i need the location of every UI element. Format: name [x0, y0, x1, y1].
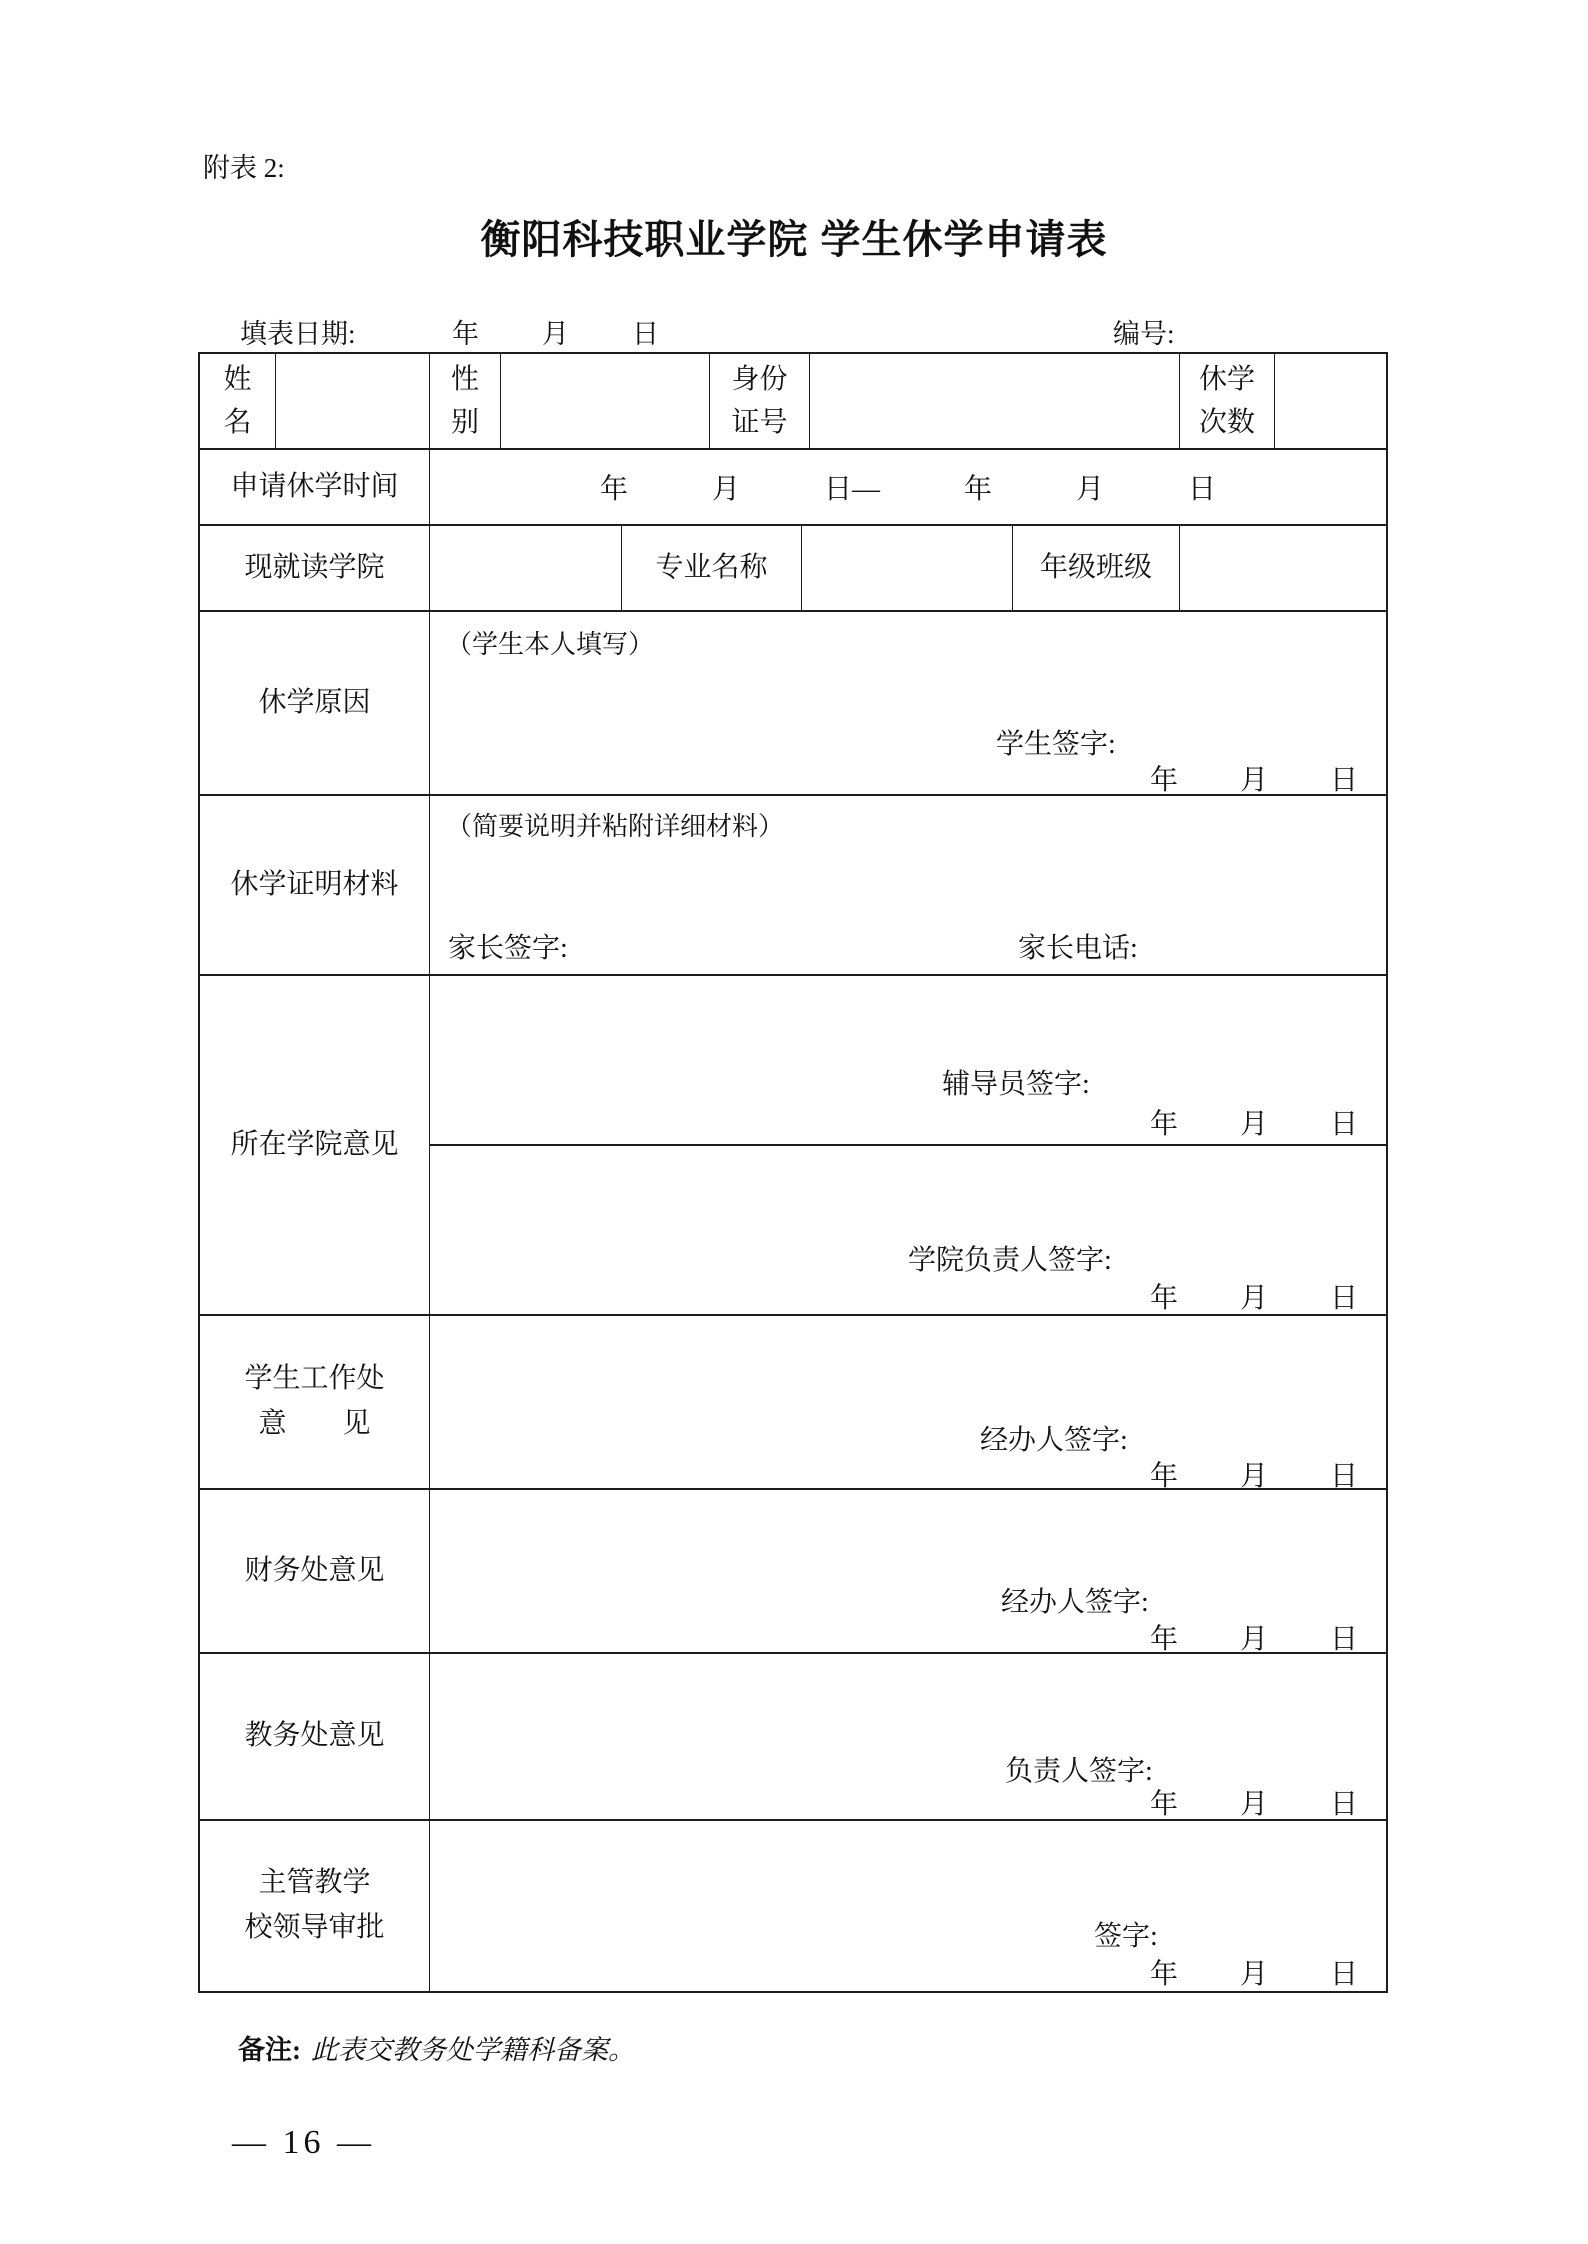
major-value-cell: [802, 526, 1013, 610]
row-student-affairs: [200, 1316, 1386, 1490]
proof-hint: （简要说明并粘附详细材料）: [446, 812, 785, 841]
page-number: — 16 —: [232, 2124, 375, 2161]
reason-content-cell: [430, 612, 1386, 794]
id-label-cell: [710, 354, 810, 448]
academic-date-blank: 年 月 日: [1149, 1789, 1360, 1820]
fill-date-blank: 年 月 日: [452, 319, 662, 349]
name-label-cell: [200, 354, 276, 448]
grade-value-cell: [1180, 526, 1386, 610]
suspend-count-label-cell: [1180, 354, 1275, 448]
parent-sign-label: 家长签字:: [448, 933, 568, 964]
finance-date-blank: 年 月 日: [1149, 1624, 1360, 1655]
college-opinion-content-cell: [430, 976, 1386, 1314]
grade-label: 年级班级: [1039, 551, 1152, 583]
college-opinion-label: 所在学院意见: [230, 1128, 399, 1160]
page-title: 衡阳科技职业学院 学生休学申请表: [480, 218, 1108, 262]
student-affairs-label-line2: 意 见: [258, 1408, 371, 1439]
suspend-count-label: 休学次数: [1198, 363, 1255, 438]
attachment-label: 附表 2:: [203, 153, 285, 183]
dean-date-blank: 年 月 日: [1149, 1283, 1360, 1314]
finance-label-cell: [200, 1490, 430, 1652]
academic-content-cell: [430, 1654, 1386, 1819]
row-college: [200, 526, 1386, 612]
name-value-cell: [276, 354, 430, 448]
reason-label: 休学原因: [258, 686, 371, 718]
row-period: [200, 450, 1386, 526]
serial-number-label: 编号:: [1113, 319, 1175, 349]
proof-content-cell: [430, 796, 1386, 974]
major-label: 专业名称: [655, 551, 768, 583]
college-label-cell: [200, 526, 430, 610]
application-table: [198, 352, 1388, 1993]
leader-approval-label-line2: 校领导审批: [244, 1912, 385, 1943]
row-leader-approval: [200, 1821, 1386, 1991]
row-reason: [200, 612, 1386, 796]
row-college-opinion: [200, 976, 1386, 1316]
counselor-sign-label: 辅导员签字:: [942, 1069, 1090, 1100]
footnote-text: 此表交教务处学籍科备案。: [311, 2035, 635, 2065]
student-affairs-label-cell: [200, 1316, 430, 1488]
counselor-date-blank: 年 月 日: [1149, 1109, 1360, 1140]
student-affairs-content-cell: [430, 1316, 1386, 1492]
row-finance: [200, 1490, 1386, 1654]
reason-label-cell: [200, 612, 430, 794]
college-value-cell: [430, 526, 622, 610]
gender-label: 性别: [450, 363, 479, 438]
leader-approval-label-cell: [200, 1821, 430, 1991]
period-label: 申请休学时间: [230, 470, 399, 502]
leader-approval-content-cell: [430, 1821, 1386, 1991]
period-label-cell: [200, 450, 430, 524]
id-label: 身份证号: [731, 363, 788, 438]
leader-sign-label: 签字:: [1094, 1921, 1158, 1952]
footnote: [238, 2028, 635, 2067]
proof-label: 休学证明材料: [230, 868, 399, 900]
name-label: 姓名: [223, 363, 252, 438]
major-label-cell: [622, 526, 802, 610]
academic-label-cell: [200, 1654, 430, 1819]
finance-sign-label: 经办人签字:: [1001, 1587, 1149, 1618]
row-academic: [200, 1654, 1386, 1821]
student-affairs-sign-label: 经办人签字:: [980, 1425, 1128, 1456]
fill-date-label: 填表日期:: [240, 319, 356, 349]
finance-content-cell: [430, 1490, 1386, 1655]
footnote-label: 备注:: [238, 2035, 301, 2065]
opinion-divider-line: [430, 1144, 1386, 1146]
academic-label: 教务处意见: [244, 1720, 385, 1752]
gender-value-cell: [501, 354, 710, 448]
college-opinion-label-cell: [200, 976, 430, 1314]
gender-label-cell: [430, 354, 501, 448]
dean-sign-label: 学院负责人签字:: [908, 1245, 1112, 1276]
student-sign-label: 学生签字:: [996, 729, 1116, 760]
leader-date-blank: 年 月 日: [1149, 1959, 1360, 1990]
parent-phone-label: 家长电话:: [1018, 933, 1138, 964]
grade-label-cell: [1013, 526, 1180, 610]
proof-label-cell: [200, 796, 430, 974]
row-proof: [200, 796, 1386, 976]
college-label: 现就读学院: [244, 551, 385, 583]
leader-approval-label-line1: 主管教学: [258, 1867, 371, 1899]
suspend-count-value-cell: [1275, 354, 1386, 448]
finance-label: 财务处意见: [244, 1554, 385, 1586]
reason-hint: （学生本人填写）: [446, 630, 655, 659]
row-identity: [200, 354, 1386, 450]
student-sign-date-blank: 年 月 日: [1149, 765, 1360, 796]
student-affairs-label-line1: 学生工作处: [244, 1363, 385, 1395]
period-value-cell: 年 月 日— 年 月 日: [599, 474, 1216, 505]
academic-sign-label: 负责人签字:: [1005, 1756, 1153, 1787]
student-affairs-date-blank: 年 月 日: [1149, 1461, 1360, 1492]
id-value-cell: [810, 354, 1180, 448]
